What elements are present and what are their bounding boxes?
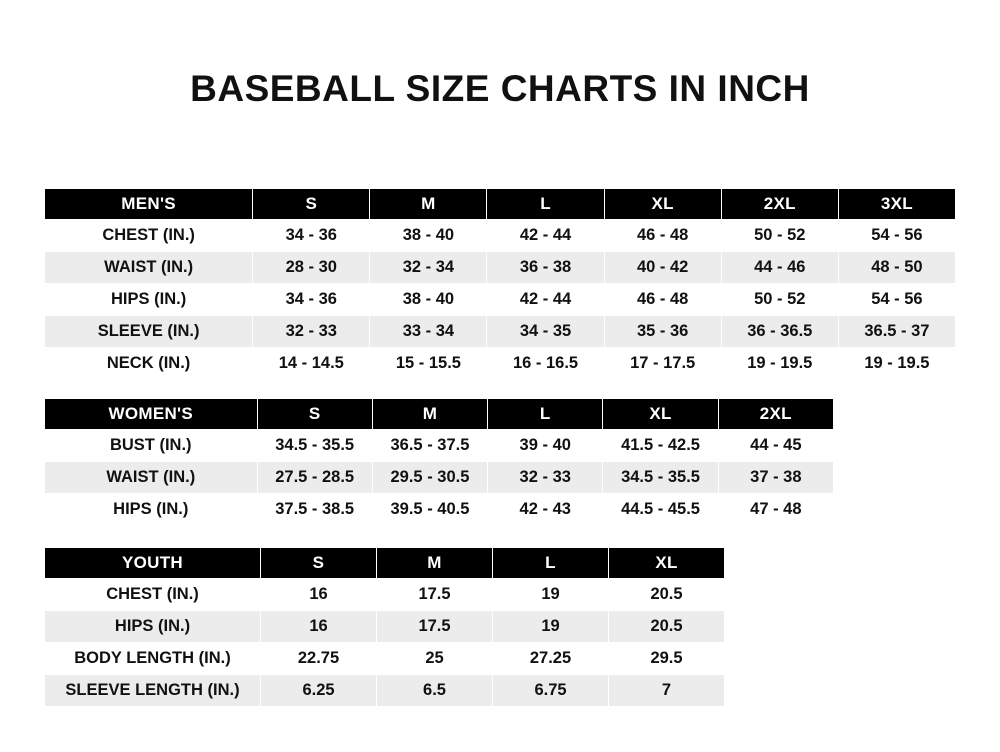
table-row <box>45 316 956 348</box>
table-row <box>45 494 834 526</box>
mens-header-m: M <box>370 189 487 220</box>
womens-header-s: S <box>257 399 372 430</box>
cell: 44.5 - 45.5 <box>603 494 718 526</box>
cell: 36.5 - 37 <box>838 316 955 348</box>
mens-header-l: L <box>487 189 604 220</box>
cell: 6.25 <box>261 675 377 707</box>
womens-header-category: WOMEN'S <box>45 399 258 430</box>
cell: 20.5 <box>609 611 725 643</box>
cell: 19 - 19.5 <box>838 348 955 380</box>
cell: 27.25 <box>493 643 609 675</box>
row-label: SLEEVE LENGTH (IN.) <box>45 675 261 707</box>
row-label: HIPS (IN.) <box>45 611 261 643</box>
row-label: BODY LENGTH (IN.) <box>45 643 261 675</box>
mens-header-category: MEN'S <box>45 189 253 220</box>
row-label: WAIST (IN.) <box>45 462 258 494</box>
cell: 39.5 - 40.5 <box>372 494 487 526</box>
table-row <box>45 675 725 707</box>
table-row <box>45 220 956 252</box>
cell: 16 <box>261 611 377 643</box>
youth-header-s: S <box>261 548 377 579</box>
cell: 15 - 15.5 <box>370 348 487 380</box>
cell: 44 - 45 <box>718 430 833 462</box>
cell: 48 - 50 <box>838 252 955 284</box>
cell: 19 <box>493 579 609 611</box>
table-row <box>45 643 725 675</box>
womens-header-2xl: 2XL <box>718 399 833 430</box>
cell: 29.5 - 30.5 <box>372 462 487 494</box>
cell: 28 - 30 <box>253 252 370 284</box>
mens-header-xl: XL <box>604 189 721 220</box>
cell: 34.5 - 35.5 <box>257 430 372 462</box>
table-row <box>45 284 956 316</box>
youth-header-m: M <box>377 548 493 579</box>
cell: 36 - 36.5 <box>721 316 838 348</box>
youth-header-category: YOUTH <box>45 548 261 579</box>
cell: 6.75 <box>493 675 609 707</box>
table-header-row <box>45 189 956 220</box>
cell: 16 - 16.5 <box>487 348 604 380</box>
mens-header-s: S <box>253 189 370 220</box>
cell: 36 - 38 <box>487 252 604 284</box>
cell: 41.5 - 42.5 <box>603 430 718 462</box>
cell: 35 - 36 <box>604 316 721 348</box>
table-row <box>45 462 834 494</box>
womens-header-l: L <box>488 399 603 430</box>
row-label: NECK (IN.) <box>45 348 253 380</box>
cell: 16 <box>261 579 377 611</box>
cell: 34 - 35 <box>487 316 604 348</box>
cell: 34 - 36 <box>253 220 370 252</box>
cell: 38 - 40 <box>370 284 487 316</box>
mens-header-2xl: 2XL <box>721 189 838 220</box>
mens-header-3xl: 3XL <box>838 189 955 220</box>
cell: 42 - 44 <box>487 284 604 316</box>
cell: 33 - 34 <box>370 316 487 348</box>
cell: 29.5 <box>609 643 725 675</box>
cell: 42 - 44 <box>487 220 604 252</box>
table-row <box>45 579 725 611</box>
cell: 39 - 40 <box>488 430 603 462</box>
cell: 32 - 33 <box>488 462 603 494</box>
cell: 34 - 36 <box>253 284 370 316</box>
row-label: BUST (IN.) <box>45 430 258 462</box>
row-label: HIPS (IN.) <box>45 284 253 316</box>
cell: 36.5 - 37.5 <box>372 430 487 462</box>
cell: 54 - 56 <box>838 220 955 252</box>
cell: 14 - 14.5 <box>253 348 370 380</box>
table-header-row <box>45 548 725 579</box>
youth-header-l: L <box>493 548 609 579</box>
cell: 32 - 33 <box>253 316 370 348</box>
cell: 50 - 52 <box>721 220 838 252</box>
cell: 42 - 43 <box>488 494 603 526</box>
cell: 46 - 48 <box>604 220 721 252</box>
cell: 27.5 - 28.5 <box>257 462 372 494</box>
cell: 54 - 56 <box>838 284 955 316</box>
cell: 47 - 48 <box>718 494 833 526</box>
cell: 37 - 38 <box>718 462 833 494</box>
cell: 40 - 42 <box>604 252 721 284</box>
cell: 34.5 - 35.5 <box>603 462 718 494</box>
row-label: SLEEVE (IN.) <box>45 316 253 348</box>
cell: 19 <box>493 611 609 643</box>
row-label: HIPS (IN.) <box>45 494 258 526</box>
cell: 38 - 40 <box>370 220 487 252</box>
cell: 44 - 46 <box>721 252 838 284</box>
cell: 32 - 34 <box>370 252 487 284</box>
cell: 17.5 <box>377 579 493 611</box>
mens-size-table <box>44 188 956 380</box>
cell: 46 - 48 <box>604 284 721 316</box>
womens-header-xl: XL <box>603 399 718 430</box>
table-header-row <box>45 399 834 430</box>
row-label: CHEST (IN.) <box>45 579 261 611</box>
row-label: WAIST (IN.) <box>45 252 253 284</box>
youth-header-xl: XL <box>609 548 725 579</box>
womens-header-m: M <box>372 399 487 430</box>
cell: 6.5 <box>377 675 493 707</box>
cell: 37.5 - 38.5 <box>257 494 372 526</box>
youth-size-table <box>44 547 725 707</box>
cell: 22.75 <box>261 643 377 675</box>
table-row <box>45 611 725 643</box>
cell: 50 - 52 <box>721 284 838 316</box>
table-row <box>45 252 956 284</box>
cell: 25 <box>377 643 493 675</box>
cell: 7 <box>609 675 725 707</box>
row-label: CHEST (IN.) <box>45 220 253 252</box>
cell: 19 - 19.5 <box>721 348 838 380</box>
table-row <box>45 348 956 380</box>
cell: 17.5 <box>377 611 493 643</box>
table-row <box>45 430 834 462</box>
page-title: BASEBALL SIZE CHARTS IN INCH <box>190 68 810 109</box>
cell: 17 - 17.5 <box>604 348 721 380</box>
womens-size-table <box>44 398 834 526</box>
cell: 20.5 <box>609 579 725 611</box>
